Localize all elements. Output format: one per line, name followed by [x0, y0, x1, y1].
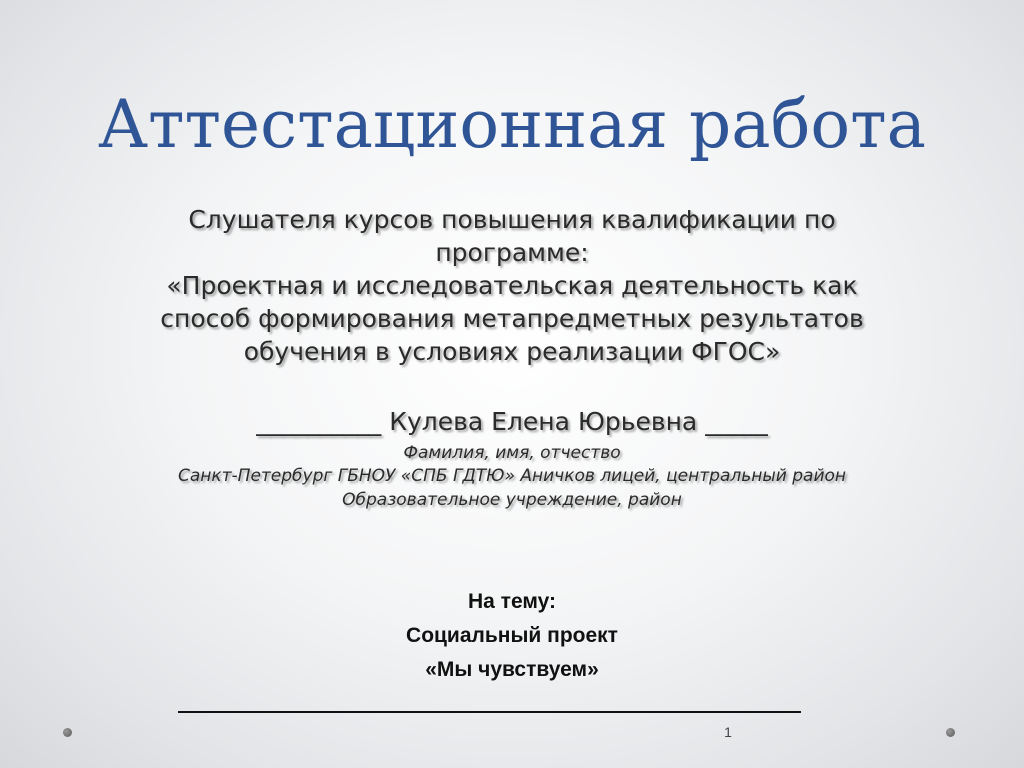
institution-line: Санкт-Петербург ГБНОУ «СПБ ГДТЮ» Аничков лицей, центральный район — [177, 466, 847, 486]
course-line: Слушателя курсов повышения квалификации по — [188, 205, 836, 234]
slide-title: Аттестационная работа — [98, 86, 926, 163]
course-description — [60, 203, 964, 368]
topic-project: Социальный проект — [406, 624, 618, 647]
institution-caption: Образовательное учреждение, район — [342, 490, 682, 510]
signature-line — [178, 711, 801, 713]
course-line: способ формирования метапредметных результатов — [160, 304, 864, 333]
page-number: 1 — [724, 724, 732, 740]
author-name: __________ Кулева Елена Юрьевна _____ — [256, 407, 768, 436]
decorative-dot-icon — [63, 728, 72, 737]
course-line: программе: — [435, 238, 589, 267]
topic-label: На тему: — [467, 590, 557, 613]
topic-project-name: «Мы чувствуем» — [425, 658, 599, 681]
course-line: «Проектная и исследовательская деятельность как — [166, 271, 858, 300]
author-caption: Фамилия, имя, отчество — [403, 443, 621, 463]
course-line: обучения в условиях реализации ФГОС» — [243, 337, 781, 366]
decorative-dot-icon — [946, 728, 955, 737]
